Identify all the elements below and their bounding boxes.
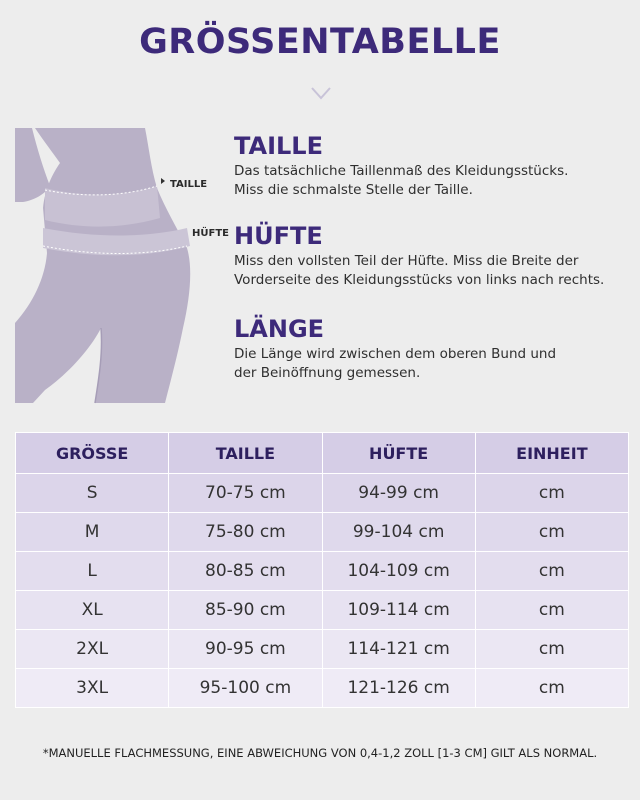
table-header-row [16,433,629,474]
table-row [16,513,629,552]
header-hip: HÜFTE [322,433,475,474]
header-unit: EINHEIT [475,433,628,474]
header-waist: TAILLE [169,433,322,474]
section-text-line: Die Länge wird zwischen dem oberen Bund und [234,346,557,362]
figure-label-waist: TAILLE [170,179,208,190]
figure-label-hip: HÜFTE [192,228,229,239]
cell-waist: 70-75 cm [169,474,322,513]
section-text-line: Das tatsächliche Taillenmaß des Kleidungsstücks. [234,163,569,179]
cell-size: XL [16,591,169,630]
section-text-line: Miss die schmalste Stelle der Taille. [234,182,473,198]
table-row [16,552,629,591]
cell-waist: 90-95 cm [169,630,322,669]
section-text-line: Miss den vollsten Teil der Hüfte. Miss die Breite der [234,253,579,269]
cell-hip: 114-121 cm [322,630,475,669]
table-row [16,630,629,669]
table-row [16,591,629,630]
section-length [234,315,626,383]
chevron-down-icon [311,86,331,100]
cell-size: 3XL [16,669,169,708]
cell-unit: cm [475,630,628,669]
footnote: *MANUELLE FLACHMESSUNG, EINE ABWEICHUNG VON 0,4-1,2 ZOLL [1-3 CM] GILT ALS NORMAL. [42,746,598,760]
cell-unit: cm [475,552,628,591]
cell-hip: 94-99 cm [322,474,475,513]
section-hip [234,222,626,290]
section-heading: TAILLE [234,132,323,160]
section-waist [234,132,626,200]
cell-size: 2XL [16,630,169,669]
section-text-line: Vorderseite des Kleidungsstücks von links nach rechts. [234,272,605,288]
cell-hip: 109-114 cm [322,591,475,630]
body-silhouette-icon [15,128,215,408]
cell-unit: cm [475,591,628,630]
table-row [16,669,629,708]
page-title: GRÖSSENTABELLE [139,22,501,62]
cell-unit: cm [475,513,628,552]
table-row [16,474,629,513]
cell-size: S [16,474,169,513]
cell-waist: 95-100 cm [169,669,322,708]
cell-unit: cm [475,474,628,513]
cell-waist: 75-80 cm [169,513,322,552]
section-heading: LÄNGE [234,315,325,343]
cell-size: L [16,552,169,591]
header-size: GRÖSSE [16,433,169,474]
section-text-line: der Beinöffnung gemessen. [234,365,421,381]
section-heading: HÜFTE [234,222,323,250]
cell-waist: 80-85 cm [169,552,322,591]
cell-hip: 104-109 cm [322,552,475,591]
cell-waist: 85-90 cm [169,591,322,630]
cell-hip: 121-126 cm [322,669,475,708]
cell-unit: cm [475,669,628,708]
cell-size: M [16,513,169,552]
cell-hip: 99-104 cm [322,513,475,552]
size-table [15,432,629,708]
